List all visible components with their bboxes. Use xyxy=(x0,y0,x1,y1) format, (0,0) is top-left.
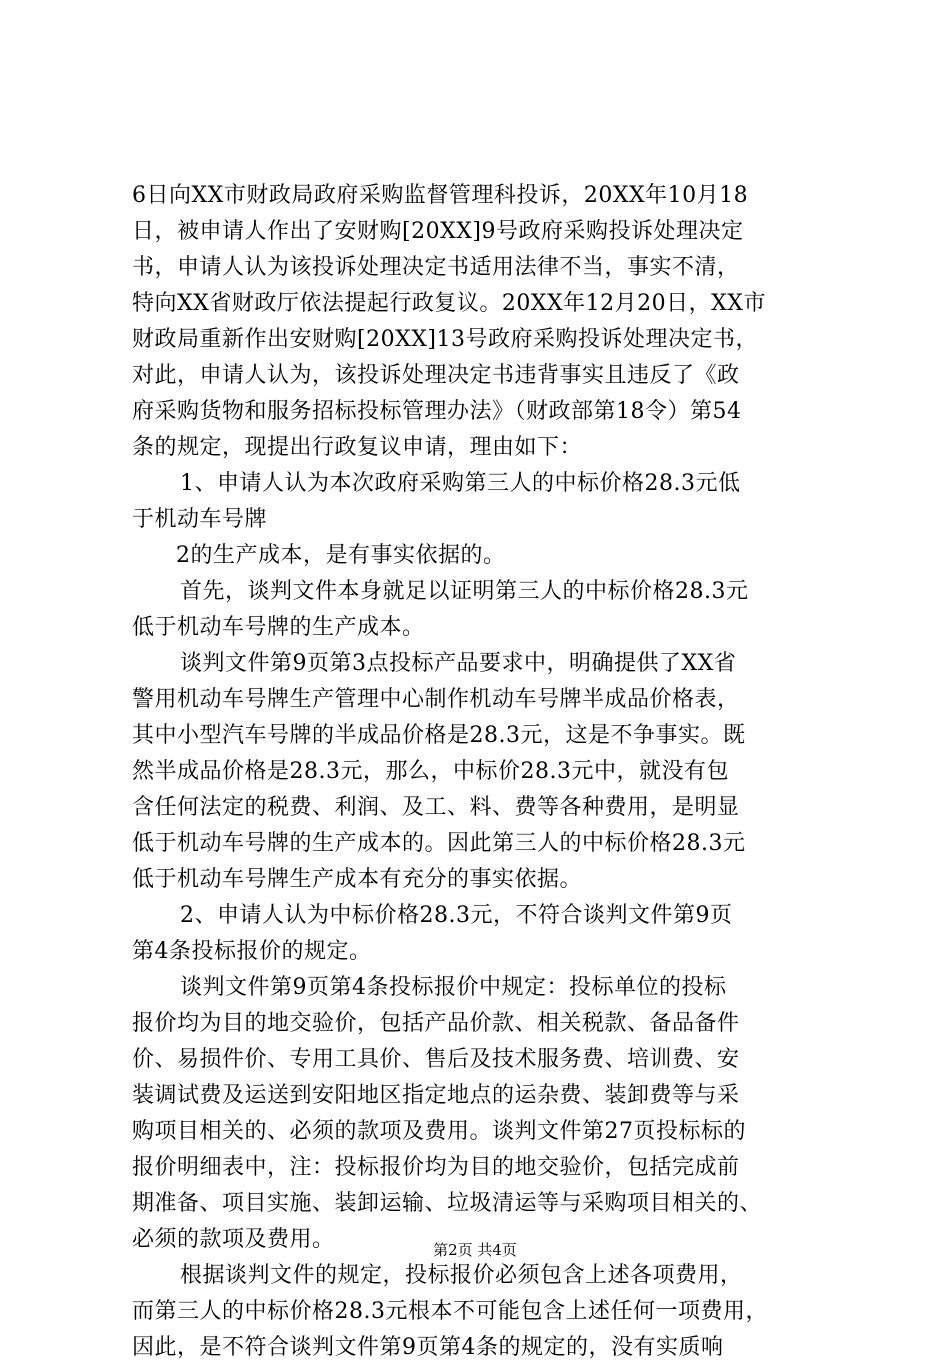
text-line: 对此，申请人认为，该投诉处理决定书违背事实且违反了《政 xyxy=(132,363,740,388)
text-line: 6日向XX市财政局政府采购监督管理科投诉，20XX年10月18 xyxy=(132,183,749,208)
text-line: 期准备、项目实施、装卸运输、垃圾清运等与采购项目相关的、 xyxy=(132,1191,763,1216)
text-line: 装调试费及运送到安阳地区指定地点的运杂费、装卸费等与采 xyxy=(132,1083,740,1108)
text-line: 报价均为目的地交验价，包括产品价款、相关税款、备品备件 xyxy=(132,1011,740,1036)
text-line: 低于机动车号牌的生产成本。 xyxy=(132,615,425,640)
text-line: 然半成品价格是28.3元，那么，中标价28.3元中，就没有包 xyxy=(132,759,729,784)
text-line: 根据谈判文件的规定，投标报价必须包含上述各项费用， xyxy=(180,1263,743,1288)
text-line: 特向XX省财政厅依法提起行政复议。20XX年12月20日，XX市 xyxy=(132,291,766,316)
text-line: 低于机动车号牌生产成本有充分的事实依据。 xyxy=(132,867,583,892)
text-line: 财政局重新作出安财购[20XX]13号政府采购投诉处理决定书， xyxy=(132,327,758,352)
text-line: 必须的款项及费用。 xyxy=(132,1227,335,1252)
text-line: 2、申请人认为中标价格28.3元，不符合谈判文件第9页 xyxy=(180,903,733,928)
text-line: 因此，是不符合谈判文件第9页第4条的规定的，没有实质响 xyxy=(132,1335,724,1360)
text-line: 书，申请人认为该投诉处理决定书适用法律不当，事实不清， xyxy=(132,255,740,280)
text-line: 购项目相关的、必须的款项及费用。谈判文件第27页投标标的 xyxy=(132,1119,746,1144)
text-line: 1、申请人认为本次政府采购第三人的中标价格28.3元低 xyxy=(180,471,741,496)
text-line: 谈判文件第9页第3点投标产品要求中，明确提供了XX省 xyxy=(180,651,737,676)
text-line: 而第三人的中标价格28.3元根本不可能包含上述任何一项费用， xyxy=(132,1299,768,1324)
page-footer: 第2页 共4页 xyxy=(433,1241,517,1259)
text-line: 2的生产成本，是有事实依据的。 xyxy=(176,543,506,568)
text-line: 警用机动车号牌生产管理中心制作机动车号牌半成品价格表， xyxy=(132,687,740,712)
text-line: 第4条投标报价的规定。 xyxy=(132,939,372,964)
text-line: 府采购货物和服务招标投标管理办法》（财政部第18令）第54 xyxy=(132,399,742,424)
text-line: 报价明细表中，注：投标报价均为目的地交验价，包括完成前 xyxy=(132,1155,740,1180)
text-line: 日，被申请人作出了安财购[20XX]9号政府采购投诉处理决定 xyxy=(132,219,744,244)
document-body xyxy=(132,178,832,1366)
text-line: 于机动车号牌 xyxy=(132,507,268,532)
text-line: 价、易损件价、专用工具价、售后及技术服务费、培训费、安 xyxy=(132,1047,740,1072)
text-line: 其中小型汽车号牌的半成品价格是28.3元，这是不争事实。既 xyxy=(132,723,746,748)
text-line: 含任何法定的税费、利润、及工、料、费等各种费用，是明显 xyxy=(132,795,740,820)
text-line: 条的规定，现提出行政复议申请，理由如下： xyxy=(132,435,583,460)
text-line: 首先，谈判文件本身就足以证明第三人的中标价格28.3元 xyxy=(180,579,749,604)
text-line: 低于机动车号牌的生产成本的。因此第三人的中标价格28.3元 xyxy=(132,831,746,856)
text-line: 谈判文件第9页第4条投标报价中规定：投标单位的投标 xyxy=(180,975,727,1000)
